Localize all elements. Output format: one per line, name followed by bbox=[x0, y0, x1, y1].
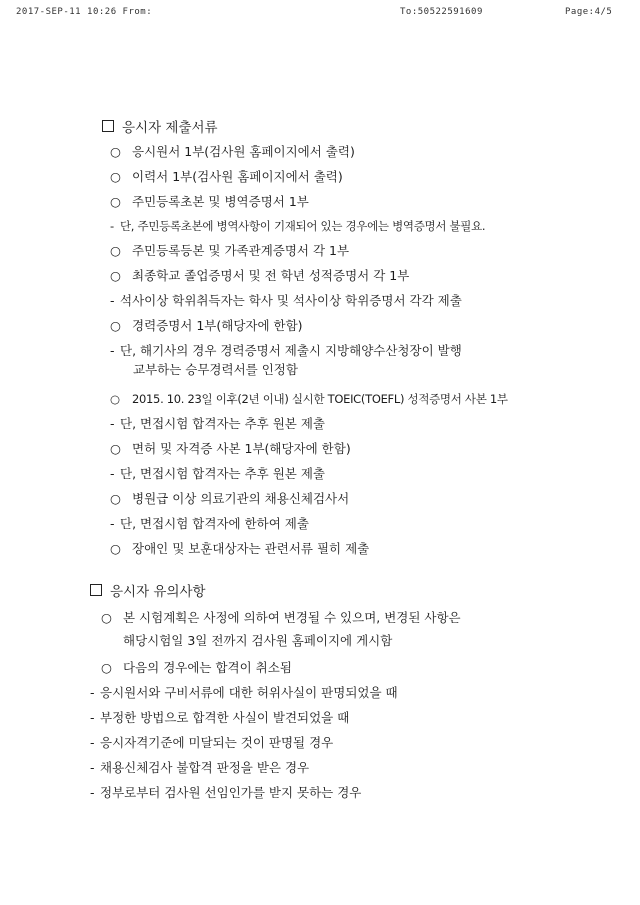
fax-timestamp: 2017-SEP-11 10:26 From: bbox=[16, 7, 153, 17]
list-item bbox=[110, 391, 508, 407]
dash-marker: - bbox=[110, 343, 115, 358]
dash-marker: - bbox=[90, 785, 95, 800]
list-item bbox=[110, 169, 343, 185]
list-item-text: 장애인 및 보훈대상자는 관련서류 필히 제출 bbox=[132, 541, 370, 556]
list-item bbox=[90, 785, 361, 801]
list-item-text: 본 시험계획은 사정에 의하여 변경될 수 있으며, 변경된 사항은 bbox=[123, 610, 461, 625]
bullet-marker: ○ bbox=[110, 268, 121, 283]
list-item-text: 석사이상 학위취득자는 학사 및 석사이상 학위증명서 각각 제출 bbox=[120, 293, 462, 308]
list-item-text: 다음의 경우에는 합격이 취소됨 bbox=[123, 660, 292, 675]
list-item bbox=[110, 441, 351, 457]
list-item bbox=[110, 293, 462, 309]
list-item bbox=[110, 218, 485, 234]
list-item bbox=[110, 343, 462, 359]
list-item-text: 단, 면접시험 합격자는 추후 원본 제출 bbox=[120, 416, 325, 431]
section-title-text: 응시자 제출서류 bbox=[122, 120, 218, 136]
list-item-text: 채용신체검사 불합격 판정을 받은 경우 bbox=[100, 760, 310, 775]
fax-header bbox=[0, 7, 640, 21]
dash-marker: - bbox=[90, 760, 95, 775]
dash-marker: - bbox=[110, 516, 115, 531]
list-item bbox=[101, 660, 292, 676]
dash-marker: - bbox=[110, 219, 114, 233]
bullet-marker: ○ bbox=[101, 660, 112, 675]
list-item-text: 응시원서 1부(검사원 홈페이지에서 출력) bbox=[132, 144, 355, 159]
list-item-text: 단, 주민등록초본에 병역사항이 기재되어 있는 경우에는 병역증명서 불필요. bbox=[120, 219, 486, 233]
list-item-text: 경력증명서 1부(해당자에 한함) bbox=[132, 318, 303, 333]
bullet-marker: ○ bbox=[110, 144, 121, 159]
list-item-text: 주민등록초본 및 병역증명서 1부 bbox=[132, 194, 309, 209]
list-item-text: 최종학교 졸업증명서 및 전 학년 성적증명서 각 1부 bbox=[132, 268, 410, 283]
list-item-text: 단, 면접시험 합격자는 추후 원본 제출 bbox=[120, 466, 325, 481]
list-item bbox=[90, 735, 333, 751]
list-item bbox=[110, 243, 349, 259]
bullet-marker: ○ bbox=[110, 392, 120, 406]
list-item-text: 병원급 이상 의료기관의 채용신체검사서 bbox=[132, 491, 350, 506]
list-item-continuation bbox=[123, 633, 392, 649]
list-item bbox=[110, 268, 409, 284]
section-title-text: 응시자 유의사항 bbox=[110, 584, 206, 600]
bullet-marker: ○ bbox=[110, 169, 121, 184]
dash-marker: - bbox=[90, 735, 95, 750]
list-item-text: 면허 및 자격증 사본 1부(해당자에 한함) bbox=[132, 441, 351, 456]
list-item-text: 해당시험일 3일 전까지 검사원 홈페이지에 게시함 bbox=[123, 633, 393, 648]
list-item bbox=[101, 610, 461, 626]
dash-marker: - bbox=[110, 466, 115, 481]
bullet-marker: ○ bbox=[110, 441, 121, 456]
list-item bbox=[110, 516, 309, 532]
checkbox-square-icon bbox=[90, 584, 102, 596]
fax-recipient: To:50522591609 bbox=[400, 7, 483, 17]
list-item-text: 응시원서와 구비서류에 대한 허위사실이 판명되었을 때 bbox=[100, 685, 398, 700]
list-item-continuation bbox=[133, 362, 298, 378]
list-item-text: 정부로부터 검사원 선임인가를 받지 못하는 경우 bbox=[100, 785, 362, 800]
bullet-marker: ○ bbox=[110, 194, 121, 209]
checkbox-square-icon bbox=[102, 120, 114, 132]
section-title-submission bbox=[102, 116, 218, 136]
list-item bbox=[110, 416, 325, 432]
bullet-marker: ○ bbox=[110, 318, 121, 333]
list-item-text: 단, 해기사의 경우 경력증명서 제출시 지방해양수산청장이 발행 bbox=[120, 343, 462, 358]
bullet-marker: ○ bbox=[101, 610, 112, 625]
dash-marker: - bbox=[110, 293, 115, 308]
fax-page-number: Page:4/5 bbox=[565, 7, 613, 17]
list-item bbox=[110, 194, 309, 210]
list-item-text: 단, 면접시험 합격자에 한하여 제출 bbox=[120, 516, 309, 531]
bullet-marker: ○ bbox=[110, 541, 121, 556]
list-item-text: 교부하는 승무경력서를 인정함 bbox=[133, 362, 298, 377]
dash-marker: - bbox=[90, 685, 95, 700]
list-item bbox=[110, 318, 303, 334]
list-item bbox=[110, 541, 369, 557]
list-item bbox=[110, 466, 325, 482]
list-item bbox=[90, 685, 398, 701]
list-item bbox=[110, 491, 349, 507]
dash-marker: - bbox=[110, 416, 115, 431]
list-item-text: 2015. 10. 23일 이후(2년 이내) 실시한 TOEIC(TOEFL) 성적증명서 사본 1부 bbox=[132, 392, 508, 406]
list-item bbox=[90, 710, 349, 726]
list-item-text: 이력서 1부(검사원 홈페이지에서 출력) bbox=[132, 169, 343, 184]
list-item-text: 응시자격기준에 미달되는 것이 판명될 경우 bbox=[100, 735, 334, 750]
list-item-text: 부정한 방법으로 합격한 사실이 발견되었을 때 bbox=[100, 710, 350, 725]
list-item bbox=[90, 760, 309, 776]
dash-marker: - bbox=[90, 710, 95, 725]
list-item bbox=[110, 144, 355, 160]
bullet-marker: ○ bbox=[110, 491, 121, 506]
list-item-text: 주민등록등본 및 가족관계증명서 각 1부 bbox=[132, 243, 350, 258]
bullet-marker: ○ bbox=[110, 243, 121, 258]
section-title-notice bbox=[90, 580, 206, 600]
